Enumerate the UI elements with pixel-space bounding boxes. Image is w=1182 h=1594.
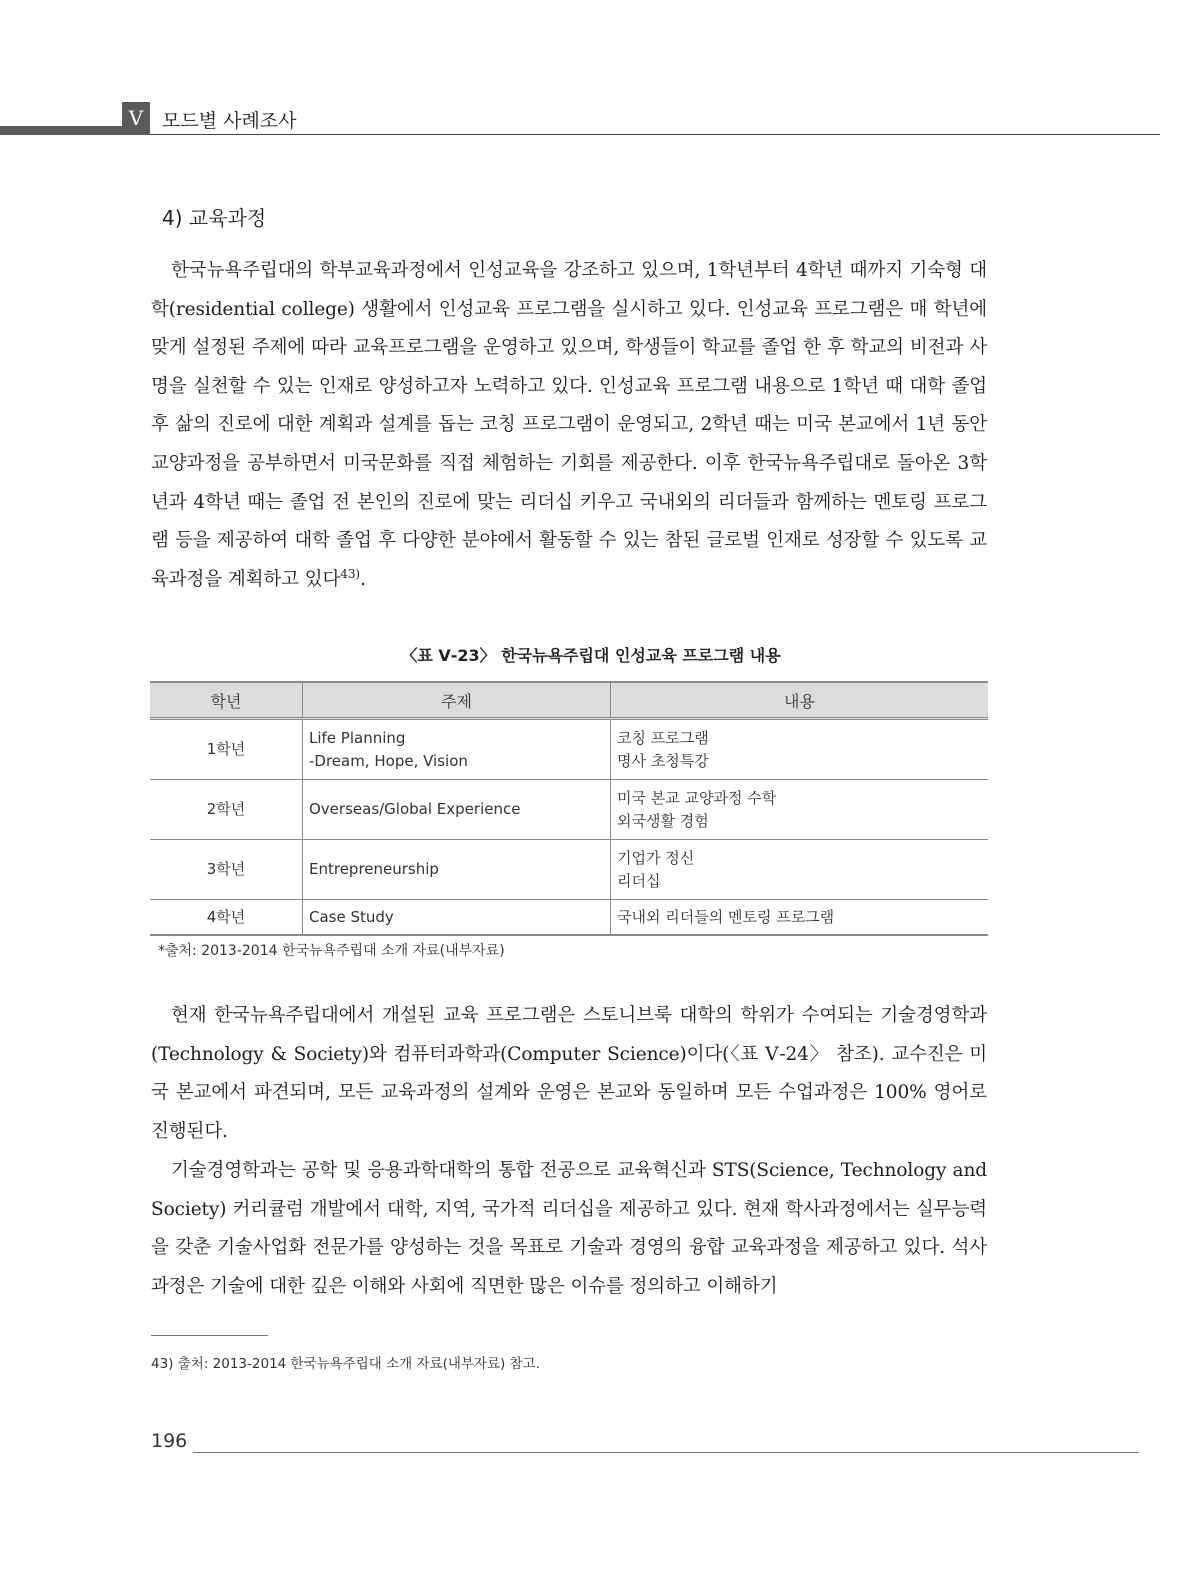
cell-content bbox=[611, 780, 989, 840]
table-row bbox=[150, 780, 988, 840]
header-rule bbox=[150, 134, 1160, 135]
paragraph-1-end: . bbox=[359, 568, 366, 590]
footnote-ref[interactable]: 43) bbox=[340, 566, 360, 581]
table-row bbox=[150, 840, 988, 900]
theme-line: Overseas/Global Experience bbox=[309, 800, 521, 818]
theme-line: -Dream, Hope, Vision bbox=[309, 751, 468, 770]
theme-line: Case Study bbox=[309, 907, 394, 926]
content-line: 명사 초청특강 bbox=[617, 751, 709, 770]
chapter-badge: V bbox=[122, 102, 150, 135]
footnote-rule bbox=[151, 1335, 268, 1336]
content-line: 코칭 프로그램 bbox=[617, 728, 709, 747]
cell-theme bbox=[303, 780, 611, 840]
cell-content bbox=[611, 719, 989, 780]
table-caption: 〈표 Ⅴ-23〉 한국뉴욕주립대 인성교육 프로그램 내용 bbox=[401, 646, 781, 665]
header-theme: 주제 bbox=[303, 682, 611, 719]
header-bar bbox=[0, 126, 122, 135]
content-line: 기업가 정신 bbox=[617, 848, 695, 867]
table-header-row bbox=[150, 682, 988, 719]
cell-grade: 1학년 bbox=[150, 719, 303, 780]
paragraph-1-text: 한국뉴욕주립대의 학부교육과정에서 인성교육을 강조하고 있으며, 1학년부터 4학년 때까지 기숙형 대학(residential college) 생활에서 인성교육 프로그램을 실시하고 있다. 인성교육 프로그램은 매 학년에 맞게 설정된 주제에 따라 교육프로그램을 운영하고 있으며, 학생들이 학교를 졸업 한 후 학교의 비전과 사명을 실천할 수 있는 인재로 양성하고자 노력하고 있다. 인성교육 프로그램 내용으로 1학년 때 대학 졸업 후 삶의 진로에 대한 계획과 설계를 돕는 코칭 프로그램이 운영되고, 2학년 때는 미국 본교에서 1년 동안 교양과정을 공부하면서 미국문화를 직접 체험하는 기회를 제공한다. 이후 한국뉴욕주립대로 돌아온 3학년과 4학년 때는 졸업 전 본인의 진로에 맞는 리더십 키우고 국내외의 리더들과 함께하는 멘토링 프로그램 등을 제공하여 대학 졸업 후 다양한 분야에서 활동할 수 있는 참된 글로벌 인재로 성장할 수 있도록 교육과정을 계획하고 있다 bbox=[151, 260, 987, 590]
page-number: 196 bbox=[151, 1430, 188, 1452]
cell-grade: 2학년 bbox=[150, 780, 303, 840]
table-row bbox=[150, 719, 988, 780]
cell-theme bbox=[303, 900, 611, 936]
header-grade: 학년 bbox=[150, 682, 303, 719]
chapter-title: 모드별 사례조사 bbox=[162, 110, 297, 132]
paragraph-2: 현재 한국뉴욕주립대에서 개설된 교육 프로그램은 스토니브룩 대학의 학위가 수여되는 기술경영학과(Technology & Society)와 컴퓨터과학과(Computer Science)이다(〈표 Ⅴ-24〉 참조). 교수진은 미국 본교에서 파견되며, 모든 교육과정의 설계와 운영은 본교와 동일하며 모든 수업과정은 100% 영어로 진행된다. bbox=[151, 1005, 987, 1142]
paragraph-1 bbox=[151, 252, 987, 599]
content-line: 국내외 리더들의 멘토링 프로그램 bbox=[617, 907, 835, 926]
cell-theme bbox=[303, 719, 611, 780]
content-line: 리더십 bbox=[617, 871, 661, 890]
cell-theme bbox=[303, 840, 611, 900]
cell-grade: 3학년 bbox=[150, 840, 303, 900]
paragraph-3: 기술경영학과는 공학 및 응용과학대학의 통합 전공으로 교육혁신과 STS(Science, Technology and Society) 커리큘럼 개발에서 대학, 지역, 국가적 리더십을 제공하고 있다. 현재 학사과정에서는 실무능력을 갖춘 기술사업화 전문가를 양성하는 것을 목표로 기술과 경영의 융합 교육과정을 제공하고 있다. 석사과정은 기술에 대한 깊은 이해와 사회에 직면한 많은 이슈를 정의하고 이해하기 bbox=[151, 1160, 987, 1297]
content-line: 외국생활 경험 bbox=[617, 811, 709, 830]
program-table bbox=[150, 681, 988, 936]
footnote: 43) 출처: 2013-2014 한국뉴욕주립대 소개 자료(내부자료) 참고. bbox=[151, 1356, 540, 1372]
table-source: *출처: 2013-2014 한국뉴욕주립대 소개 자료(내부자료) bbox=[158, 943, 505, 959]
content-line: 미국 본교 교양과정 수학 bbox=[617, 788, 777, 807]
header-content: 내용 bbox=[611, 682, 989, 719]
cell-grade: 4학년 bbox=[150, 900, 303, 936]
table-row bbox=[150, 900, 988, 936]
cell-content bbox=[611, 900, 989, 936]
section-heading: 4) 교육과정 bbox=[162, 206, 267, 230]
theme-line: Entrepreneurship bbox=[309, 860, 439, 878]
footer-rule bbox=[193, 1452, 1139, 1453]
cell-content bbox=[611, 840, 989, 900]
theme-line: Life Planning bbox=[309, 728, 406, 747]
